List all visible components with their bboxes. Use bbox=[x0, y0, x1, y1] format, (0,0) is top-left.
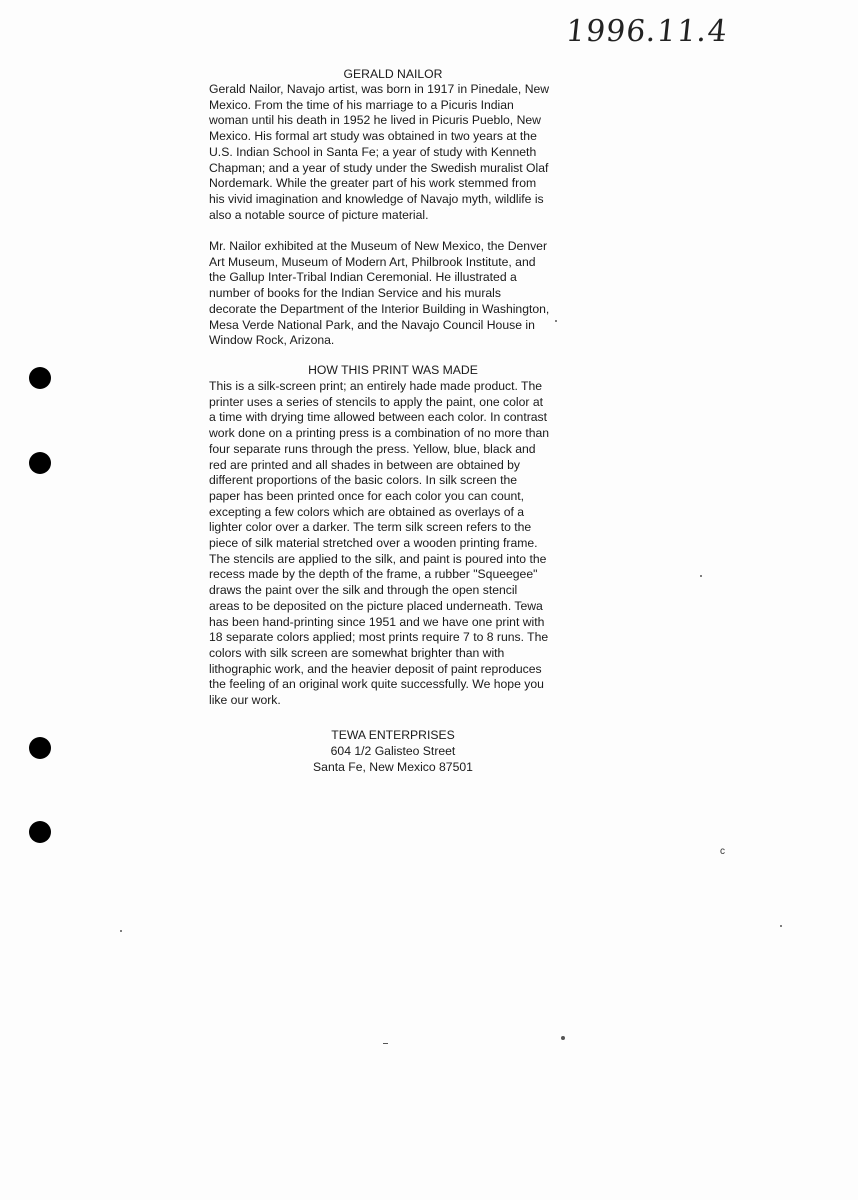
text-line: also a notable source of picture material. bbox=[209, 207, 429, 222]
text-line: lithographic work, and the heavier deposit of paint reproduces bbox=[209, 661, 542, 676]
text-line: The stencils are applied to the silk, and paint is poured into the bbox=[209, 551, 547, 566]
text-line: Chapman; and a year of study under the Swedish muralist Olaf bbox=[209, 160, 549, 175]
text-line: 18 separate colors applied; most prints require 7 to 8 runs. The bbox=[209, 630, 549, 645]
text-line: Mesa Verde National Park, and the Navajo Council House in bbox=[209, 317, 535, 332]
text-line: Gerald Nailor, Navajo artist, was born in 1917 in Pinedale, New bbox=[209, 82, 550, 96]
text-line: Nordemark. While the greater part of his work stemmed from bbox=[209, 176, 537, 191]
text-line: the feeling of an original work quite successfully. We hope you bbox=[209, 677, 544, 692]
publisher-name: TEWA ENTERPRISES bbox=[331, 728, 455, 742]
text-line: lighter color over a darker. The term silk screen refers to the bbox=[209, 520, 532, 535]
print-paragraph bbox=[209, 379, 577, 709]
publisher-city: Santa Fe, New Mexico 87501 bbox=[313, 760, 473, 774]
section-heading: HOW THIS PRINT WAS MADE bbox=[308, 363, 478, 377]
text-line: Mexico. His formal art study was obtained in two years at the bbox=[209, 129, 537, 144]
text-line: decorate the Department of the Interior Building in Washington, bbox=[209, 301, 550, 316]
text-line: has been hand-printing since 1951 and we have one print with bbox=[209, 614, 545, 629]
text-line: a time with drying time allowed between each color. In contrast bbox=[209, 410, 548, 425]
stray-mark: c bbox=[720, 846, 725, 857]
text-line: his vivid imagination and knowledge of Navajo myth, wildlife is bbox=[209, 191, 544, 206]
text-line: excepting a few colors which are obtained as overlays of a bbox=[209, 504, 525, 519]
bio-paragraph-2 bbox=[209, 239, 577, 349]
text-line: recess made by the depth of the frame, a rubber "Squeegee" bbox=[209, 567, 538, 582]
bio-paragraph-1 bbox=[209, 82, 577, 223]
text-line: Window Rock, Arizona. bbox=[209, 333, 335, 348]
text-line: This is a silk-screen print; an entirely hade made product. The bbox=[209, 379, 543, 393]
scan-speck bbox=[780, 925, 782, 927]
text-line: Mr. Nailor exhibited at the Museum of New Mexico, the Denver bbox=[209, 239, 548, 253]
text-line: red are printed and all shades in between are obtained by bbox=[209, 457, 520, 472]
publisher-block bbox=[209, 727, 577, 775]
text-line: colors with silk screen are somewhat brighter than with bbox=[209, 645, 505, 660]
text-line: paper has been printed once for each color you can count, bbox=[209, 488, 525, 503]
handwritten-date: 1996.11.4 bbox=[564, 14, 730, 49]
text-line: areas to be deposited on the picture placed underneath. Tewa bbox=[209, 598, 543, 613]
scan-speck bbox=[555, 320, 557, 322]
punch-hole bbox=[29, 452, 51, 474]
text-line: piece of silk material stretched over a wooden printing frame. bbox=[209, 536, 538, 551]
text-line: printer uses a series of stencils to apply the paint, one color at bbox=[209, 394, 543, 409]
scan-speck bbox=[120, 930, 122, 932]
publisher-street: 604 1/2 Galisteo Street bbox=[330, 744, 456, 758]
document-title: GERALD NAILOR bbox=[343, 67, 443, 81]
text-line: U.S. Indian School in Santa Fe; a year of study with Kenneth bbox=[209, 144, 537, 159]
punch-hole bbox=[29, 737, 51, 759]
text-line: like our work. bbox=[209, 693, 281, 708]
scan-speck bbox=[561, 1036, 565, 1040]
text-line: Mexico. From the time of his marriage to a Picuris Indian bbox=[209, 97, 514, 112]
text-line: the Gallup Inter-Tribal Indian Ceremonial. He illustrated a bbox=[209, 270, 517, 285]
text-line: number of books for the Indian Service and his murals bbox=[209, 286, 501, 301]
punch-hole bbox=[29, 367, 51, 389]
text-line: draws the paint over the silk and through the open stencil bbox=[209, 583, 518, 598]
punch-hole bbox=[29, 821, 51, 843]
text-line: woman until his death in 1952 he lived in Picuris Pueblo, New bbox=[209, 113, 541, 128]
scan-speck bbox=[383, 1043, 388, 1044]
scan-speck bbox=[700, 575, 702, 577]
text-line: Art Museum, Museum of Modern Art, Philbrook Institute, and bbox=[209, 254, 536, 269]
text-line: four separate runs through the press. Yellow, blue, black and bbox=[209, 441, 536, 456]
text-line: different proportions of the basic colors. In silk screen the bbox=[209, 473, 518, 488]
text-line: work done on a printing press is a combination of no more than bbox=[209, 426, 550, 441]
